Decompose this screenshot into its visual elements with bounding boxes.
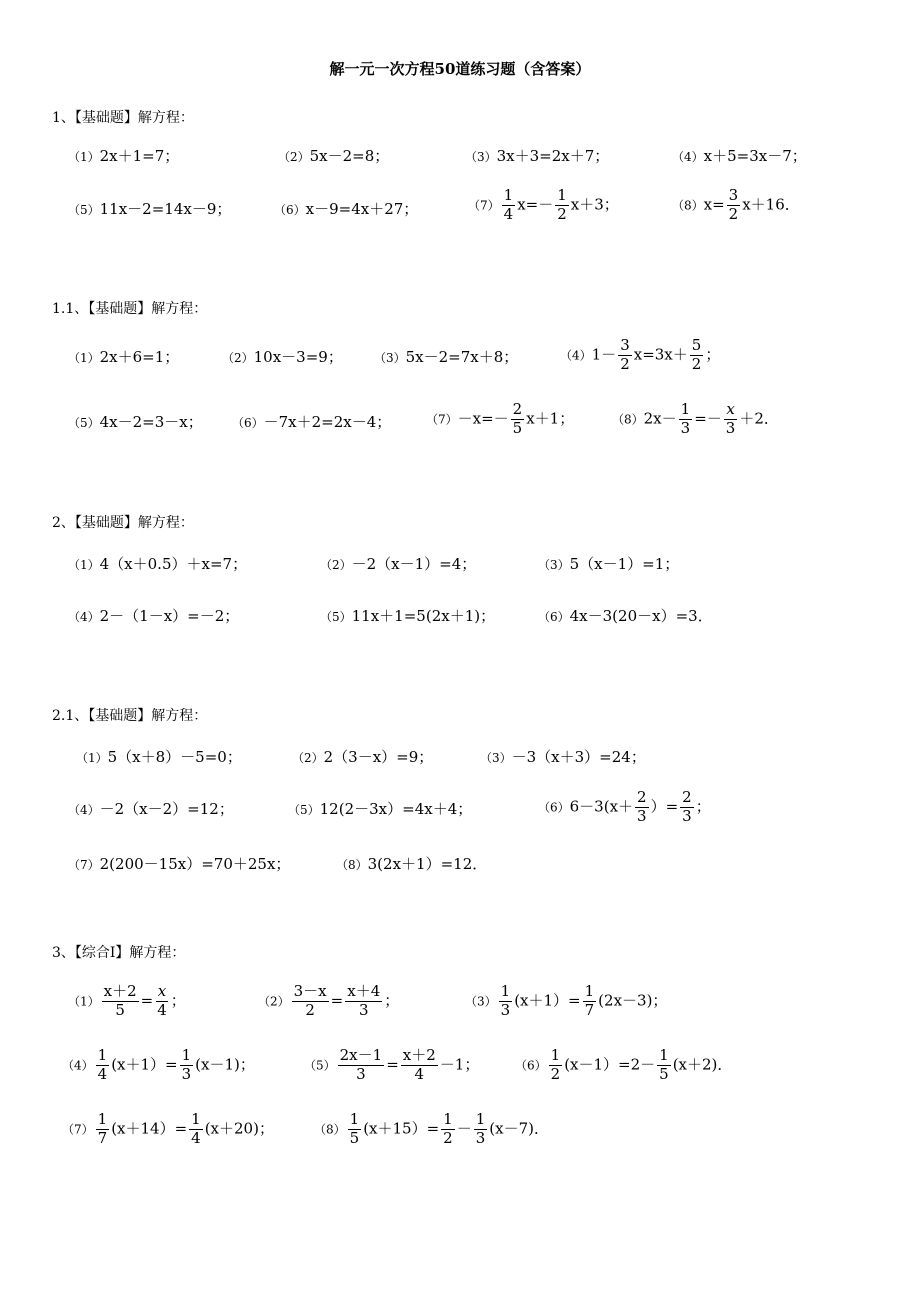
fraction [657, 1048, 671, 1083]
equation: 2x＋1=7； [99, 147, 180, 165]
section-heading: 1.1、【基础题】解方程： [52, 301, 208, 317]
equation-part: x= [703, 195, 725, 214]
numerator: 3 [620, 336, 630, 354]
problem-1-5 [68, 202, 231, 217]
fraction [724, 402, 738, 437]
denominator: 2 [620, 354, 630, 373]
denominator: 3 [358, 1000, 369, 1019]
fraction [474, 1112, 488, 1147]
fraction [690, 338, 704, 373]
equation-part: － [456, 1119, 472, 1138]
equation: x－9=4x＋27； [305, 200, 419, 218]
problem-label: （8） [612, 412, 644, 427]
fraction [102, 984, 139, 1019]
section-heading: 2、【基础题】解方程： [52, 515, 194, 531]
problem-3-7 [62, 1112, 274, 1147]
numerator: x [726, 400, 735, 418]
fraction [555, 188, 569, 223]
equation: 4（x＋0.5）＋x=7； [99, 555, 248, 573]
problem-label: （5） [68, 416, 100, 430]
numerator: 3－x [293, 982, 327, 1000]
denominator: 4 [97, 1064, 108, 1083]
equation: 12(2－3x）=4x＋4； [319, 800, 473, 818]
equation: 5x－2=7x＋8； [405, 348, 519, 366]
problem-label: （4） [560, 348, 592, 363]
numerator: x＋4 [347, 982, 381, 1000]
numerator: 3 [728, 186, 739, 204]
numerator: 1 [500, 982, 511, 1000]
equation: 11x＋1=5(2x＋1)； [351, 607, 496, 625]
problem-1-4 [672, 149, 807, 164]
numerator: 1 [443, 1110, 453, 1128]
denominator: 2 [557, 204, 567, 223]
numerator: 1 [584, 982, 595, 1000]
problem-label: （6） [232, 416, 264, 430]
equation: 11x－2=14x－9； [99, 200, 232, 218]
denominator: 2 [691, 354, 702, 373]
equation-part: ； [705, 345, 721, 364]
problem-label: （4） [62, 1058, 94, 1073]
equation-part: = [386, 1055, 399, 1074]
problem-label: （1） [68, 558, 100, 572]
equation-part: =－ [694, 409, 722, 428]
section-heading: 1、【基础题】解方程： [52, 110, 194, 126]
fraction [618, 338, 632, 373]
problem-label: （7） [426, 412, 458, 427]
equation-part: (x＋15）= [363, 1119, 440, 1138]
denominator: 4 [191, 1128, 201, 1147]
fraction [679, 402, 693, 437]
problem-1.1-7 [426, 402, 574, 437]
problem-label: （7） [62, 1122, 94, 1137]
fraction [345, 984, 382, 1019]
problem-label: （2） [278, 150, 310, 164]
problem-1.1-5 [68, 415, 203, 430]
equation-part: (x＋1）= [111, 1055, 178, 1074]
numerator: x [157, 982, 167, 1000]
denominator: 7 [584, 1000, 595, 1019]
problem-label: （5） [320, 610, 352, 624]
equation: 4x－2=3－x； [99, 413, 203, 431]
equation-part: ＋2． [739, 409, 779, 428]
denominator: 3 [725, 418, 736, 437]
denominator: 5 [659, 1064, 669, 1083]
fraction [292, 984, 329, 1019]
fraction [401, 1048, 438, 1083]
problem-2-3 [538, 557, 679, 572]
equation-part: x＋1； [526, 409, 575, 428]
equation-part: x=3x＋ [633, 345, 688, 364]
equation-part: ； [695, 797, 711, 816]
denominator: 4 [414, 1064, 425, 1083]
problem-label: （4） [672, 150, 704, 164]
problem-2.1-1 [76, 750, 242, 765]
problem-label: （5） [68, 203, 100, 217]
problem-label: （2） [292, 751, 324, 765]
fraction [502, 188, 516, 223]
problem-3-2 [258, 984, 399, 1019]
equation: 3(2x＋1）=12． [367, 855, 488, 873]
problem-1.1-4 [560, 338, 720, 373]
equation: x＋5=3x－7； [703, 147, 807, 165]
equation-part: (x＋2)． [672, 1055, 733, 1074]
denominator: 2 [728, 204, 739, 223]
problem-1.1-2 [222, 350, 343, 365]
equation: 2（3－x）=9； [323, 748, 434, 766]
numerator: 2 [512, 400, 523, 418]
numerator: x＋2 [402, 1046, 436, 1064]
equation: 4x－3(20－x）=3． [569, 607, 713, 625]
problem-3-1 [68, 984, 186, 1019]
problem-label: （4） [68, 803, 100, 817]
equation-part: 6－3(x＋ [569, 797, 634, 816]
fraction [441, 1112, 455, 1147]
problem-2-2 [320, 557, 476, 572]
problem-2-1 [68, 557, 247, 572]
equation-part: (2x－3)； [598, 991, 668, 1010]
problem-1.1-6 [232, 415, 391, 430]
equation-part: x＋16． [742, 195, 800, 214]
numerator: x＋2 [103, 982, 137, 1000]
numerator: 1 [97, 1046, 108, 1064]
equation-part: (x－1）=2－ [564, 1055, 656, 1074]
fraction [635, 790, 649, 825]
denominator: 2 [550, 1064, 561, 1083]
equation-part: (x－1)； [195, 1055, 255, 1074]
problem-label: （2） [320, 558, 352, 572]
problem-label: （5） [288, 803, 320, 817]
equation-part: (x＋20)； [204, 1119, 274, 1138]
fraction [549, 1048, 563, 1083]
equation-part: ； [384, 991, 400, 1010]
equation-part: = [140, 991, 154, 1010]
problem-label: （3） [374, 351, 406, 365]
numerator: 1 [680, 400, 691, 418]
problem-label: （2） [222, 351, 254, 365]
problem-1-7 [468, 188, 619, 223]
problem-2.1-4 [68, 802, 234, 817]
problem-label: （1） [68, 351, 100, 365]
section-heading: 2.1、【基础题】解方程： [52, 708, 208, 724]
denominator: 5 [115, 1000, 125, 1019]
page-title: 解一元一次方程50道练习题（含答案） [329, 60, 591, 78]
numerator: 1 [475, 1110, 486, 1128]
fraction [96, 1048, 110, 1083]
equation: 2x＋6=1； [99, 348, 180, 366]
problem-1-2 [278, 149, 389, 164]
denominator: 2 [443, 1128, 453, 1147]
numerator: 2 [637, 788, 647, 806]
problem-label: （3） [465, 150, 497, 164]
equation: 5（x＋8）－5=0； [107, 748, 242, 766]
denominator: 3 [637, 806, 647, 825]
problem-label: （3） [538, 558, 570, 572]
problem-2-4 [68, 609, 239, 624]
problem-label: （1） [76, 751, 108, 765]
fraction [727, 188, 741, 223]
equation: 5（x－1）=1； [569, 555, 680, 573]
numerator: 1 [557, 186, 567, 204]
problem-label: （7） [68, 858, 100, 872]
problem-label: （6） [274, 203, 306, 217]
numerator: 1 [191, 1110, 201, 1128]
problem-2-5 [320, 609, 495, 624]
denominator: 3 [500, 1000, 511, 1019]
problem-label: （6） [515, 1058, 547, 1073]
denominator: 5 [512, 418, 523, 437]
denominator: 5 [349, 1128, 360, 1147]
problem-1-3 [465, 149, 609, 164]
problem-label: （3） [465, 994, 497, 1009]
section-heading: 3、【综合Ⅰ】解方程： [52, 945, 186, 961]
denominator: 4 [503, 204, 514, 223]
equation-part: (x＋1）= [514, 991, 581, 1010]
equation-part: x＋3； [570, 195, 619, 214]
numerator: 1 [349, 1110, 360, 1128]
problem-2-6 [538, 609, 713, 624]
fraction [680, 790, 694, 825]
denominator: 2 [305, 1000, 315, 1019]
fraction [583, 984, 597, 1019]
problem-1-1 [68, 149, 179, 164]
fraction [338, 1048, 385, 1083]
equation: 3x＋3=2x＋7； [496, 147, 610, 165]
problem-label: （8） [672, 198, 704, 213]
equation-part: x=－ [517, 195, 554, 214]
problem-1-8 [672, 188, 800, 223]
equation: 10x－3=9； [253, 348, 343, 366]
equation: －3（x＋3）=24； [511, 748, 646, 766]
denominator: 3 [680, 418, 691, 437]
problem-label: （5） [304, 1058, 336, 1073]
problem-3-3 [465, 984, 667, 1019]
problem-label: （1） [68, 150, 100, 164]
denominator: 3 [356, 1064, 366, 1083]
problem-2.1-8 [336, 857, 487, 872]
problem-label: （3） [480, 751, 512, 765]
equation: 5x－2=8； [309, 147, 390, 165]
problem-label: （8） [336, 858, 368, 872]
fraction [348, 1112, 362, 1147]
problem-3-5 [304, 1048, 479, 1083]
problem-label: （8） [314, 1122, 346, 1137]
problem-label: （7） [468, 198, 500, 213]
problem-3-6 [515, 1048, 732, 1083]
problem-label: （6） [538, 610, 570, 624]
problem-3-8 [314, 1112, 549, 1147]
denominator: 4 [157, 1000, 167, 1019]
numerator: 1 [503, 186, 514, 204]
equation: 2(200－15x）=70＋25x； [99, 855, 291, 873]
numerator: 5 [691, 336, 702, 354]
fraction [499, 984, 513, 1019]
equation: 2－（1－x）=－2； [99, 607, 240, 625]
equation-part: (x＋14）= [111, 1119, 188, 1138]
problem-2.1-5 [288, 802, 472, 817]
problem-2.1-7 [68, 857, 290, 872]
problem-3-4 [62, 1048, 255, 1083]
denominator: 3 [181, 1064, 192, 1083]
problem-2.1-3 [480, 750, 646, 765]
equation: －2（x－1）=4； [351, 555, 477, 573]
problem-1.1-3 [374, 350, 518, 365]
problem-label: （1） [68, 994, 100, 1009]
problem-label: （2） [258, 994, 290, 1009]
numerator: 1 [550, 1046, 561, 1064]
numerator: 1 [659, 1046, 669, 1064]
denominator: 3 [682, 806, 692, 825]
problem-2.1-6 [538, 790, 711, 825]
numerator: 2 [682, 788, 692, 806]
numerator: 2x－1 [339, 1046, 383, 1064]
equation: －7x＋2=2x－4； [263, 413, 392, 431]
equation-part: ）= [650, 797, 679, 816]
equation-part: 1－ [591, 345, 617, 364]
fraction [511, 402, 525, 437]
fraction [180, 1048, 194, 1083]
problem-2.1-2 [292, 750, 433, 765]
equation-part: －x=－ [457, 409, 509, 428]
fraction [96, 1112, 110, 1147]
denominator: 7 [97, 1128, 108, 1147]
equation-part: = [330, 991, 344, 1010]
numerator: 1 [97, 1110, 108, 1128]
equation: －2（x－2）=12； [99, 800, 234, 818]
equation-part: 2x－ [643, 409, 677, 428]
fraction [189, 1112, 203, 1147]
fraction [155, 984, 169, 1019]
problem-1.1-1 [68, 350, 179, 365]
problem-1.1-8 [612, 402, 779, 437]
equation-part: －1； [439, 1055, 480, 1074]
problem-label: （4） [68, 610, 100, 624]
numerator: 1 [181, 1046, 192, 1064]
problem-label: （6） [538, 800, 570, 815]
equation-part: (x－7)． [489, 1119, 549, 1138]
denominator: 3 [475, 1128, 486, 1147]
problem-1-6 [274, 202, 418, 217]
equation-part: ； [170, 991, 186, 1010]
